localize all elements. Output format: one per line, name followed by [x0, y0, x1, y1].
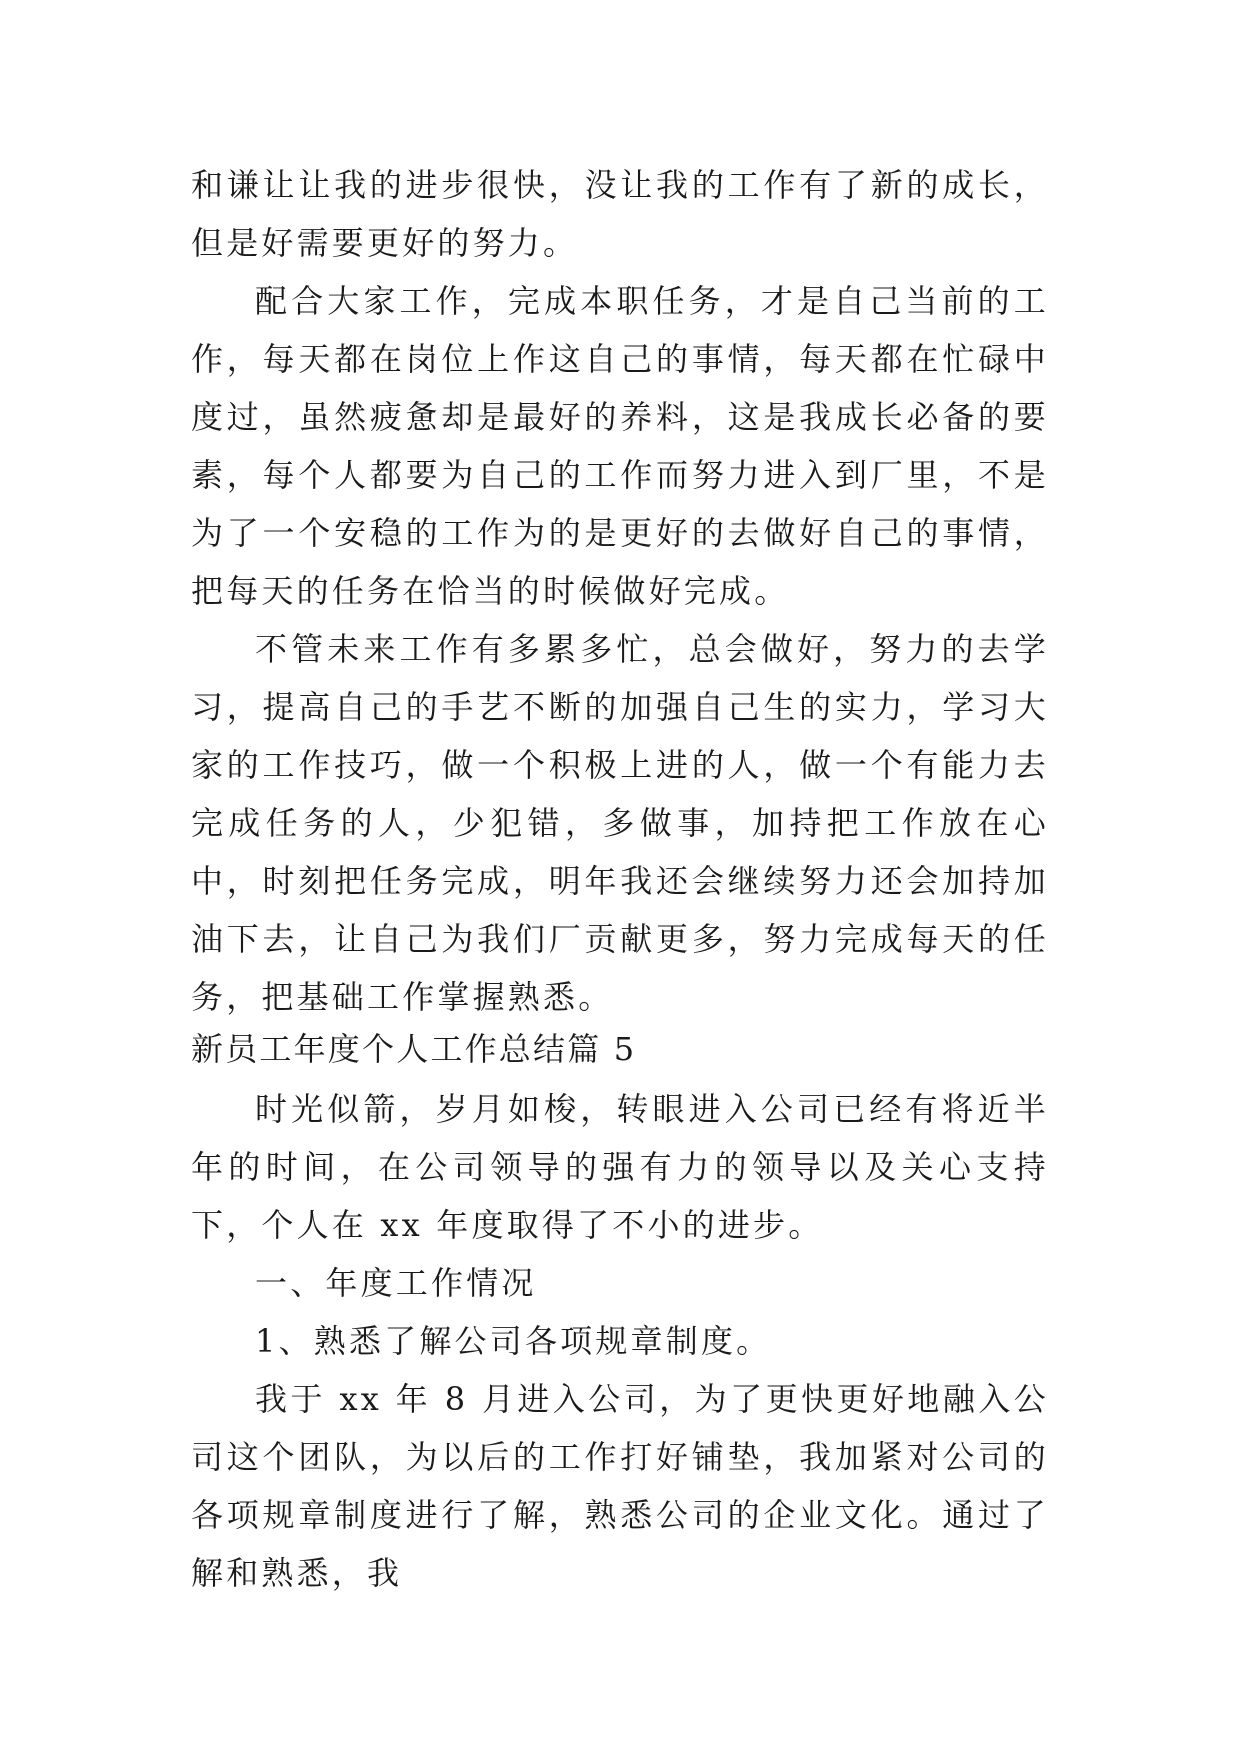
section-heading: 新员工年度个人工作总结篇 5	[191, 1030, 637, 1068]
text-section-top	[191, 156, 1049, 1026]
paragraph-intro: 时光似箭，岁月如梭，转眼进入公司已经有将近半年的时间，在公司领导的强有力的领导以及关心支持下，个人在 xx 年度取得了不小的进步。	[191, 1090, 1049, 1244]
paragraph-future-effort: 不管未来工作有多累多忙，总会做好，努力的去学习，提高自己的手艺不断的加强自己生的实力，学习大家的工作技巧，做一个积极上进的人，做一个有能力去完成任务的人，少犯错，多做事，加持把工作放在心中，时刻把任务完成，明年我还会继续努力还会加持加油下去，让自己为我们厂贡献更多，努力完成每天的任务，把基础工作掌握熟悉。	[191, 630, 1049, 1016]
paragraph-continuation: 和谦让让我的进步很快，没让我的工作有了新的成长，但是好需要更好的努力。	[191, 166, 1049, 262]
paragraph-teamwork: 配合大家工作，完成本职任务，才是自己当前的工作，每天都在岗位上作这自己的事情，每天都在忙碌中度过，虽然疲惫却是最好的养料，这是我成长必备的要素，每个人都要为自己的工作而努力进入到厂里，不是为了一个安稳的工作为的是更好的去做好自己的事情，把每天的任务在恰当的时候做好完成。	[191, 282, 1049, 610]
paragraph-joining-company: 我于 xx 年 8 月进入公司，为了更快更好地融入公司这个团队，为以后的工作打好铺垫，我加紧对公司的各项规章制度进行了解，熟悉公司的企业文化。通过了解和熟悉，我	[191, 1380, 1049, 1592]
subheading-annual-work: 一、年度工作情况	[255, 1264, 537, 1302]
text-section-summary-5	[191, 1020, 1049, 1602]
list-item-1: 1、熟悉了解公司各项规章制度。	[255, 1322, 772, 1360]
